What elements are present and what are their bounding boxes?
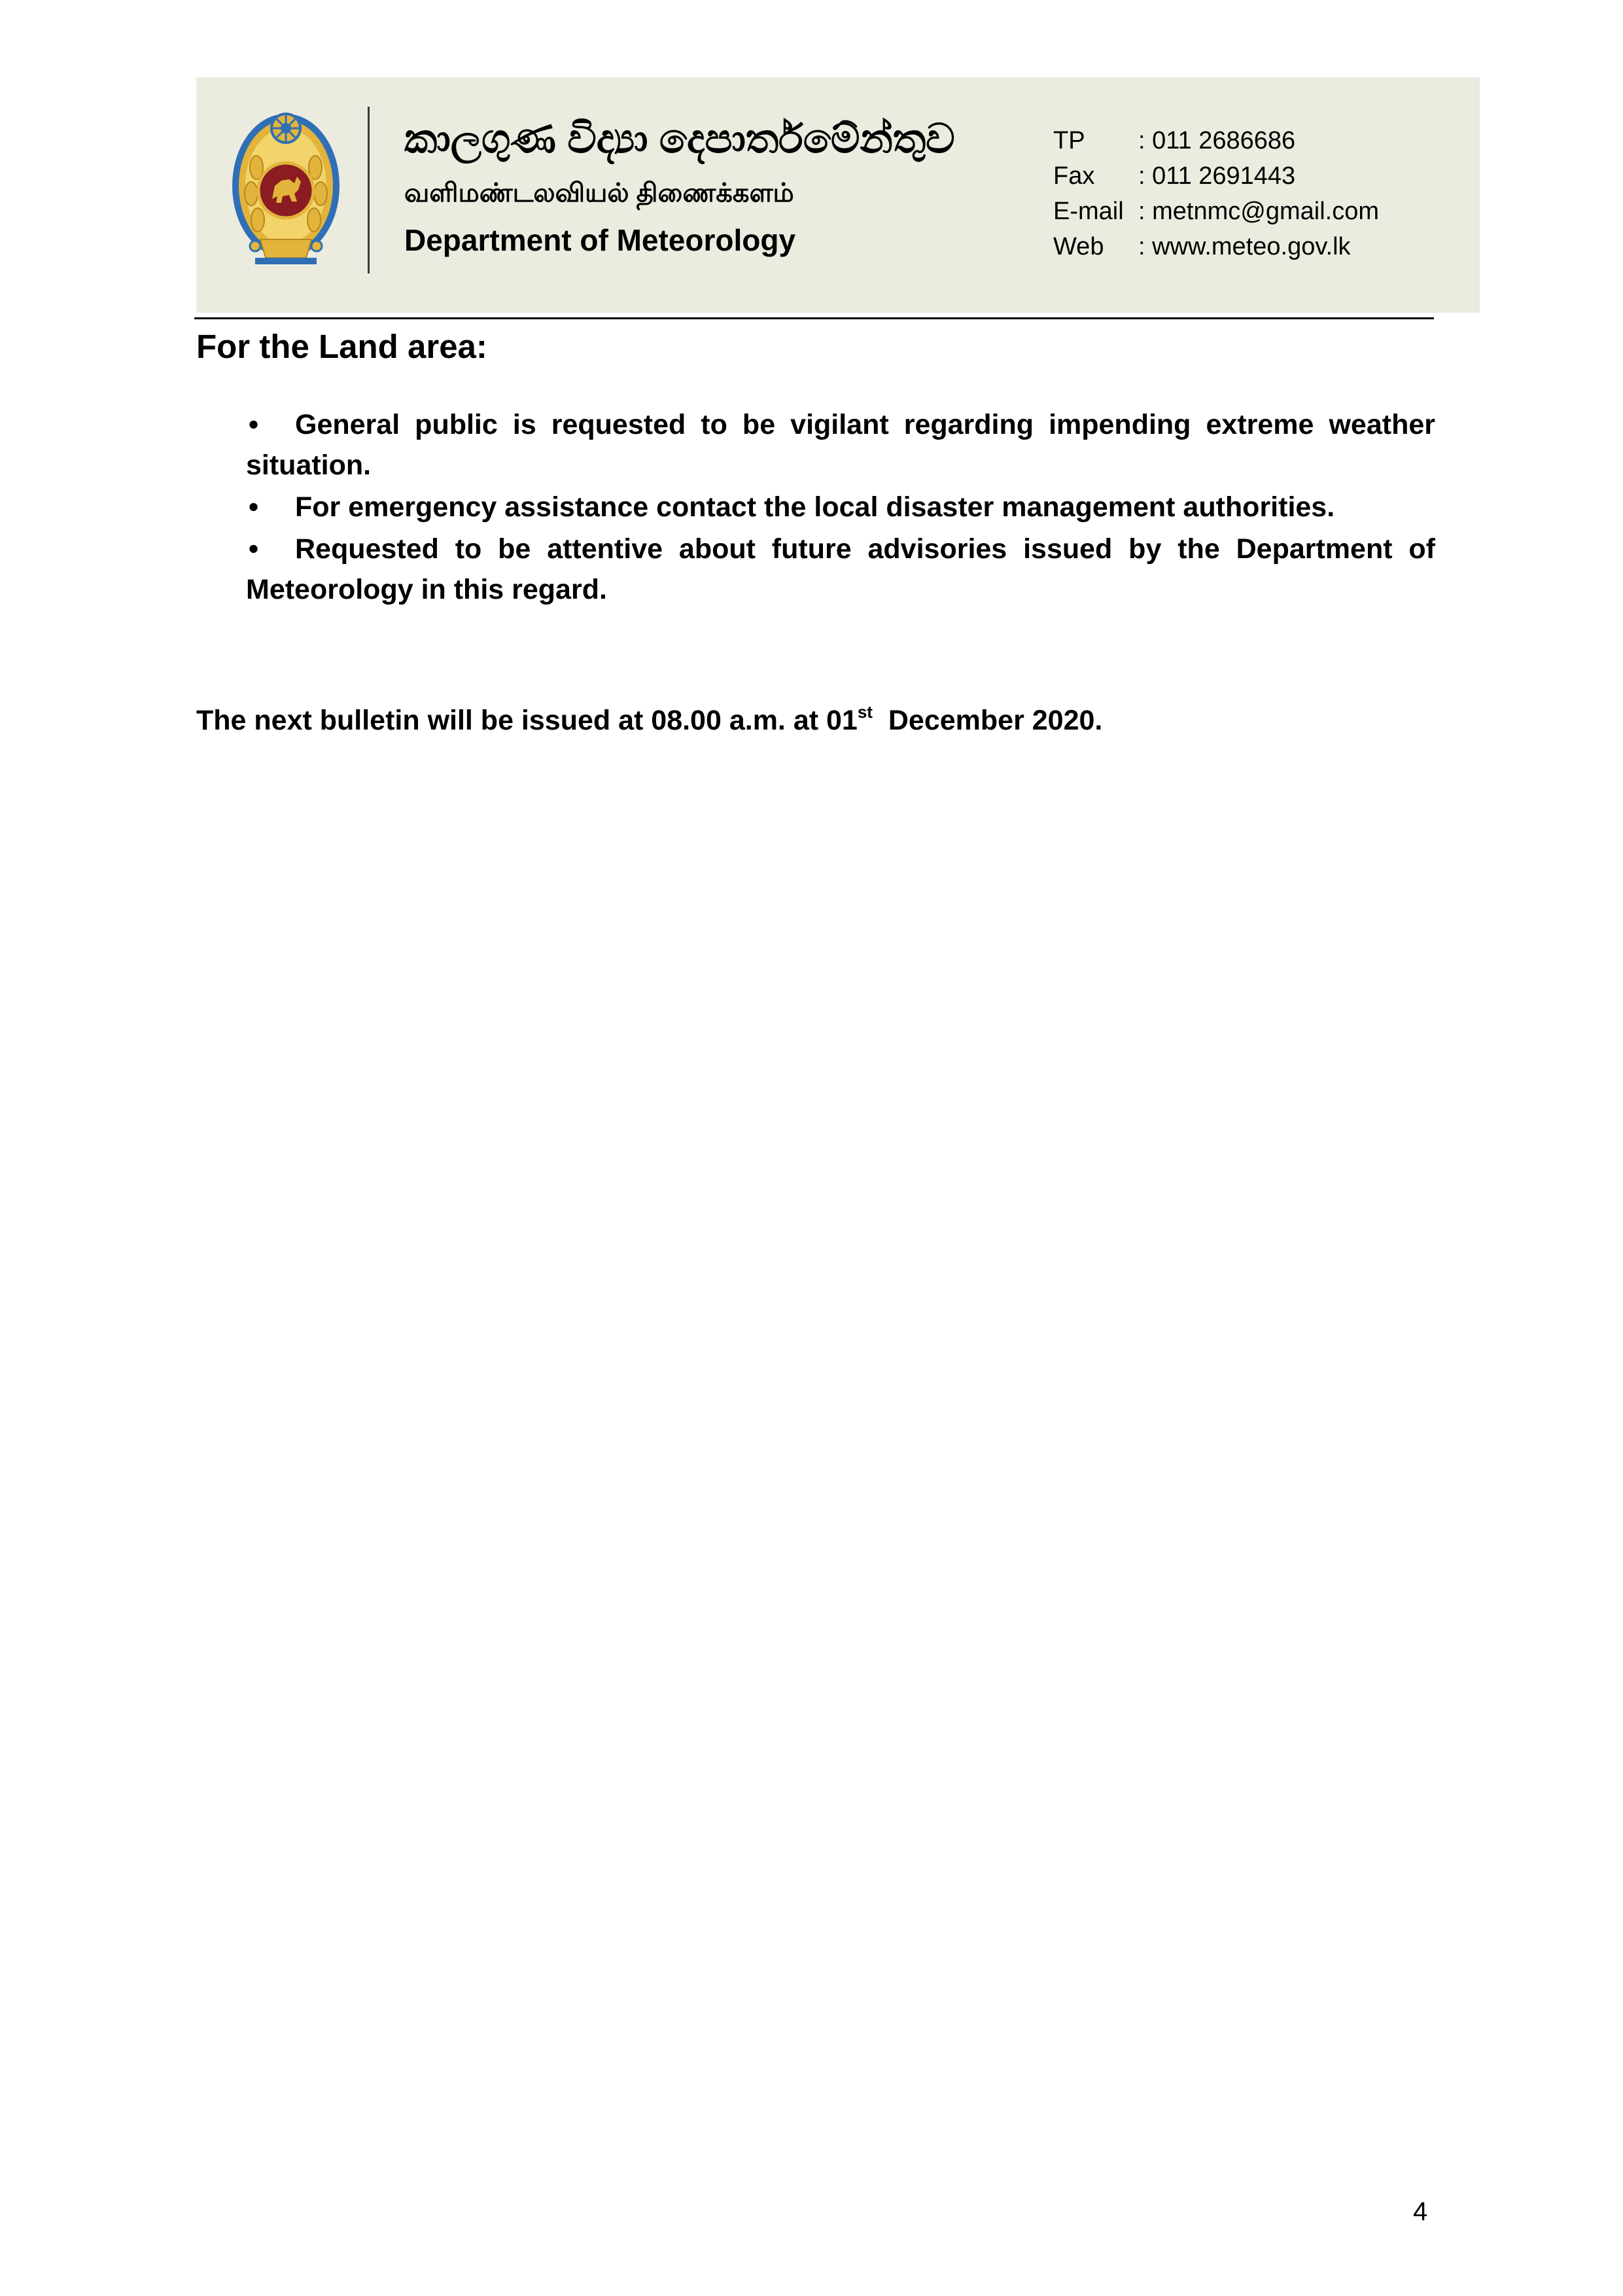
page-number: 4 [1413, 2197, 1428, 2226]
section-title: For the Land area: [196, 328, 487, 365]
next-bulletin-date: December 2020. [872, 705, 1103, 736]
advisory-text: General public is requested to be vigilant regarding impending extreme weather situation. [246, 409, 1435, 481]
advisory-item [246, 529, 1435, 610]
fax-number: : 011 2691443 [1138, 162, 1296, 190]
contact-label: TP [1053, 127, 1085, 154]
bullet-icon: • [249, 533, 259, 565]
advisory-text: For emergency assistance contact the local disaster management authorities. [295, 491, 1335, 523]
ordinal-suffix: st [857, 702, 873, 722]
state-emblem-icon [229, 109, 343, 272]
letterhead-divider [368, 107, 370, 274]
department-name-english: Department of Meteorology [404, 223, 796, 257]
contact-label: Fax [1053, 162, 1095, 190]
advisory-list [246, 404, 1435, 611]
advisory-item [246, 487, 1435, 527]
next-bulletin-text: The next bulletin will be issued at 08.00 a.m. at 01 [196, 705, 858, 736]
next-bulletin-notice [196, 700, 1102, 741]
contact-row-fax [1053, 158, 1379, 194]
email-address: : metnmc@gmail.com [1138, 198, 1379, 225]
advisory-text: Requested to be attentive about future advisories issued by the Department of Meteorology in this regard. [246, 533, 1435, 605]
bullet-icon: • [249, 409, 259, 440]
contact-label: E-mail [1053, 198, 1124, 225]
department-name-tamil: வளிமண்டலவியல் திணைக்களம் [404, 179, 794, 207]
bullet-icon: • [249, 491, 259, 523]
contact-row-email [1053, 194, 1379, 229]
contact-row-web [1053, 229, 1379, 264]
letterhead [196, 77, 1480, 313]
department-name-sinhala: කාලගුණ විද්‍යා දෙපාර්තමේන්තුව [404, 116, 955, 162]
contact-label: Web [1053, 233, 1104, 260]
contact-row-phone [1053, 123, 1379, 158]
header-rule [194, 317, 1434, 319]
phone-number: : 011 2686686 [1138, 127, 1296, 154]
advisory-item [246, 404, 1435, 486]
website-address: : www.meteo.gov.lk [1138, 233, 1351, 260]
contact-details [1053, 123, 1379, 264]
